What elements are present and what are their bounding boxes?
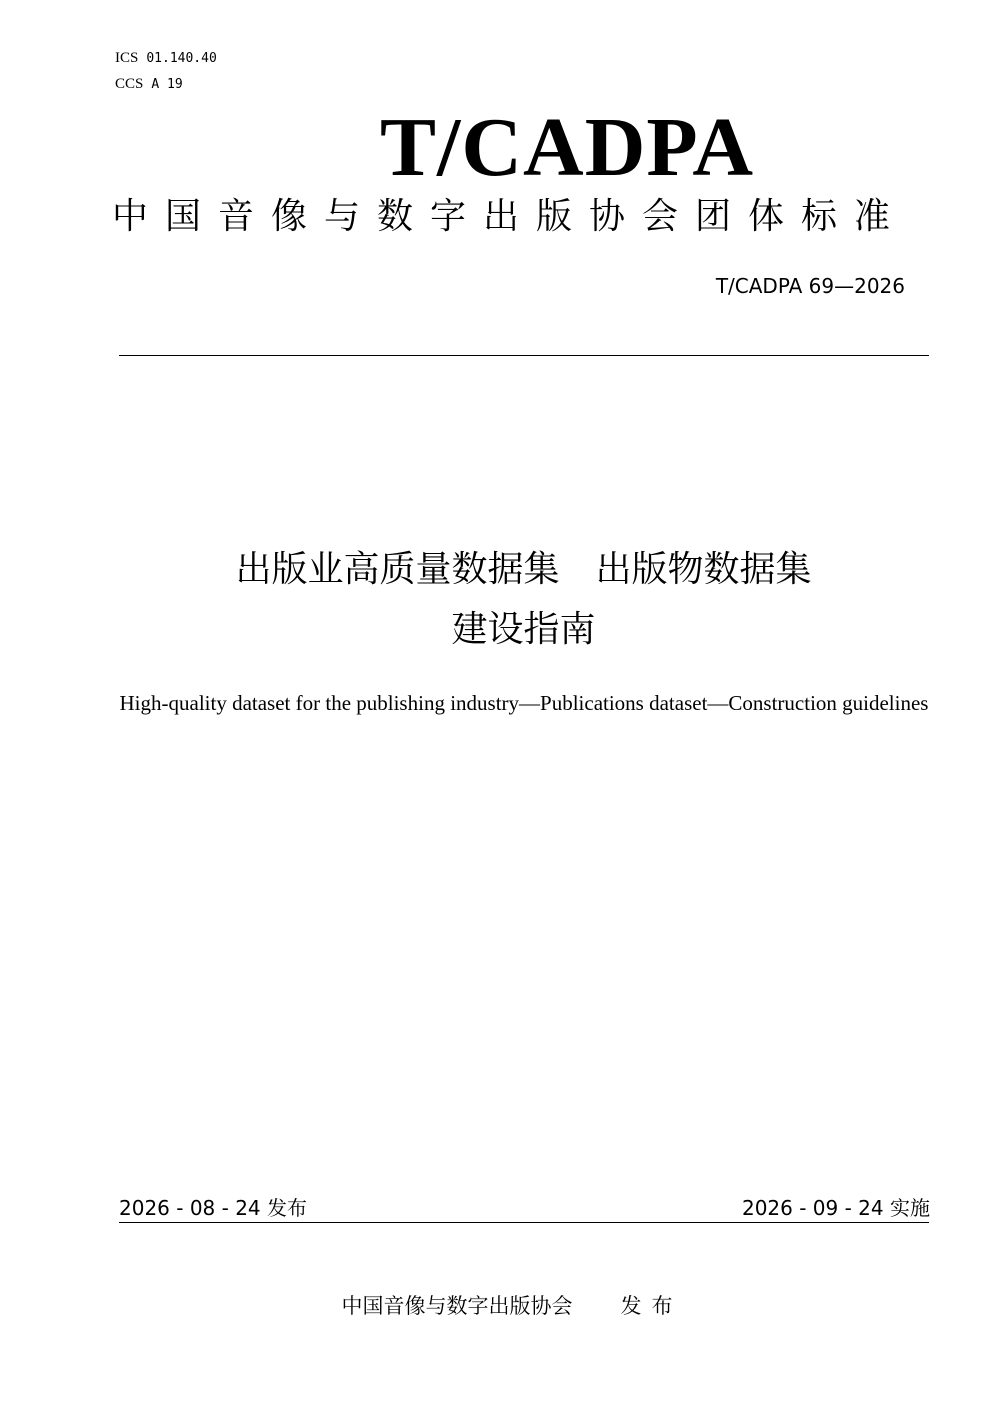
ccs-label: CCS	[115, 76, 144, 92]
ccs-classification	[115, 76, 183, 93]
ics-code: 01.140.40	[146, 51, 217, 66]
issue-date: 2026 - 08 - 24 发布	[119, 1196, 308, 1220]
publish-action: 发布	[620, 1294, 683, 1318]
publisher-name: 中国音像与数字出版协会	[341, 1294, 573, 1318]
ics-classification	[115, 50, 217, 67]
standard-number: T/CADPA 69—2026	[715, 274, 905, 298]
top-divider	[119, 355, 929, 356]
ccs-code: A 19	[151, 77, 183, 92]
english-title: High-quality dataset for the publishing industry—Publications dataset—Construction guidelines	[119, 691, 929, 715]
chinese-title-line-1: 出版业高质量数据集 出版物数据集	[235, 549, 812, 590]
chinese-title-line-2: 建设指南	[451, 609, 596, 650]
ics-label: ICS	[115, 50, 139, 66]
standard-category: 中国音像与数字出版协会团体标准	[112, 196, 908, 237]
implementation-date: 2026 - 09 - 24 实施	[741, 1196, 930, 1220]
organization-abbreviation: T/CADPA	[380, 101, 755, 194]
publisher-line	[0, 1290, 1000, 1320]
bottom-divider	[119, 1222, 929, 1223]
